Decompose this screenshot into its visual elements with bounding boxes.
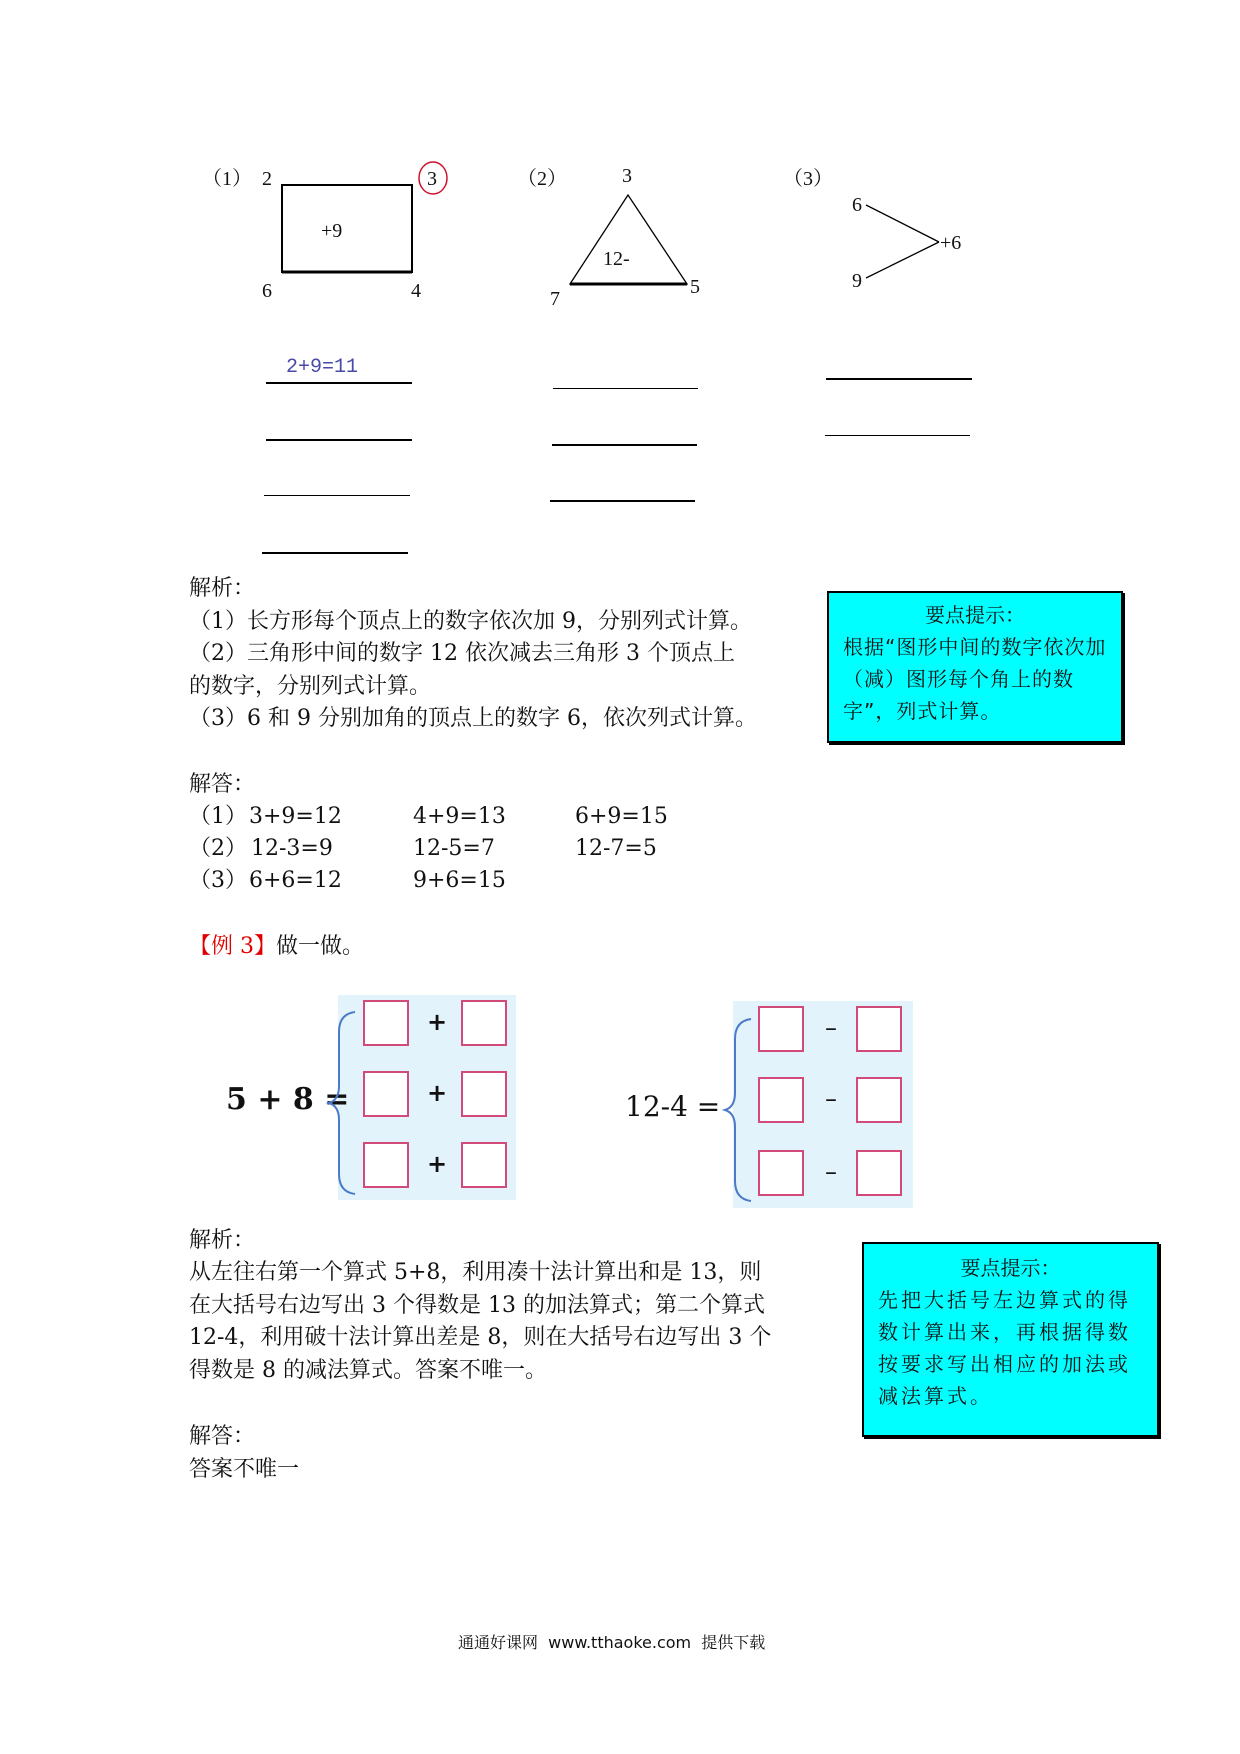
analysis-line: 从左往右第一个算式 5+8，利用凑十法计算出和是 13，则 bbox=[189, 1260, 762, 1285]
blank-1-1[interactable] bbox=[266, 382, 412, 384]
blank-1-3[interactable] bbox=[264, 495, 410, 496]
answer-item: 4+9=13 bbox=[413, 804, 506, 829]
answer-item: 12-3=9 bbox=[251, 836, 333, 861]
analysis-line: 12-4，利用破十法计算出差是 8，则在大括号右边写出 3 个 bbox=[189, 1325, 772, 1350]
triangle-bottom-left: 7 bbox=[550, 288, 560, 310]
example-tag: 【例 3】 bbox=[189, 934, 276, 959]
example-title: 做一做。 bbox=[276, 934, 365, 959]
answer-row-label: （2） bbox=[189, 836, 247, 861]
blank-2-3[interactable] bbox=[550, 500, 695, 502]
answer-row-label: （1） bbox=[189, 804, 247, 829]
answer-box[interactable] bbox=[856, 1006, 902, 1052]
right-brace-icon bbox=[721, 1015, 757, 1205]
answer-box[interactable] bbox=[758, 1077, 804, 1123]
figure-3-label: （3） bbox=[783, 168, 833, 190]
analysis-title: 解析： bbox=[189, 576, 256, 601]
angle-end-top: 6 bbox=[852, 194, 862, 216]
analysis-line: 得数是 8 的减法算式。答案不唯一。 bbox=[189, 1358, 547, 1383]
hint-box-1 bbox=[827, 591, 1123, 743]
hint-text: 根据“图形中间的数字依次加（减）图形每个角上的数字”，列式计算。 bbox=[843, 635, 1107, 723]
blank-1-4[interactable] bbox=[262, 552, 408, 554]
triangle-top: 3 bbox=[622, 165, 632, 187]
hint-box-2 bbox=[862, 1242, 1159, 1437]
rectangle-center: +9 bbox=[321, 220, 343, 242]
plus-sign: + bbox=[426, 1150, 448, 1178]
answer-box[interactable] bbox=[856, 1077, 902, 1123]
plus-sign: + bbox=[426, 1008, 448, 1036]
answer-box[interactable] bbox=[758, 1150, 804, 1196]
figure-2-label: （2） bbox=[517, 168, 567, 190]
analysis-line: （2）三角形中间的数字 12 依次减去三角形 3 个顶点上 bbox=[189, 641, 735, 666]
answer-item: 9+6=15 bbox=[413, 868, 506, 893]
analysis-line: （3）6 和 9 分别加角的顶点上的数字 6，依次列式计算。 bbox=[189, 706, 757, 731]
corner-bottom-right: 4 bbox=[411, 280, 421, 302]
blank-2-1[interactable] bbox=[553, 388, 698, 389]
triangle-bottom-right: 5 bbox=[690, 276, 700, 298]
right-expression: 12-4 = bbox=[625, 1090, 721, 1123]
answer-box[interactable] bbox=[461, 1071, 507, 1117]
answer-box[interactable] bbox=[758, 1006, 804, 1052]
left-brace-icon bbox=[325, 1008, 361, 1198]
answer-item: 6+9=15 bbox=[575, 804, 668, 829]
answer-row-label: （3） bbox=[189, 868, 247, 893]
minus-sign: – bbox=[825, 1085, 837, 1113]
answer-item: 6+6=12 bbox=[249, 868, 342, 893]
analysis-line: 在大括号右边写出 3 个得数是 13 的加法算式；第二个算式 bbox=[189, 1293, 765, 1318]
blank-3-1[interactable] bbox=[826, 378, 972, 380]
minus-sign: – bbox=[825, 1014, 837, 1042]
answer-box[interactable] bbox=[363, 1071, 409, 1117]
left-expression: 5 + 8 = bbox=[226, 1082, 350, 1117]
answer-text: 答案不唯一 bbox=[189, 1457, 300, 1482]
footer-text: 通通好课网 www.tthaoke.com 提供下载 bbox=[458, 1633, 766, 1652]
answer-item: 12-7=5 bbox=[575, 836, 657, 861]
hint-text: 先把大括号左边算式的得数计算出来，再根据得数按要求写出相应的加法或减法算式。 bbox=[878, 1288, 1131, 1408]
angle-vertex: +6 bbox=[940, 232, 962, 254]
answer-box[interactable] bbox=[856, 1150, 902, 1196]
blank-3-2[interactable] bbox=[825, 435, 970, 436]
minus-sign: – bbox=[825, 1158, 837, 1186]
answer-item: 12-5=7 bbox=[413, 836, 495, 861]
answer-box[interactable] bbox=[363, 1000, 409, 1046]
answer-box[interactable] bbox=[461, 1000, 507, 1046]
answer-box[interactable] bbox=[461, 1142, 507, 1188]
angle-shape bbox=[0, 0, 1240, 320]
answer-title: 解答： bbox=[189, 772, 256, 797]
hint-title: 要点提示： bbox=[960, 1256, 1061, 1280]
blank-2-2[interactable] bbox=[552, 444, 697, 446]
analysis-line: （1）长方形每个顶点上的数字依次加 9，分别列式计算。 bbox=[189, 609, 752, 634]
corner-top-right-circled: 3 bbox=[427, 168, 437, 190]
example-3-heading bbox=[189, 934, 364, 960]
corner-top-left: 2 bbox=[262, 168, 272, 190]
answer-box[interactable] bbox=[363, 1142, 409, 1188]
plus-sign: + bbox=[426, 1079, 448, 1107]
corner-bottom-left: 6 bbox=[262, 280, 272, 302]
triangle-center: 12- bbox=[603, 248, 630, 270]
answer-item: 3+9=12 bbox=[249, 804, 342, 829]
example-answer: 2+9=11 bbox=[286, 356, 359, 379]
blank-1-2[interactable] bbox=[266, 439, 412, 441]
answer-title: 解答： bbox=[189, 1424, 256, 1449]
hint-title: 要点提示： bbox=[925, 603, 1025, 627]
angle-end-bottom: 9 bbox=[852, 270, 862, 292]
figure-1-label: （1） bbox=[202, 168, 252, 190]
analysis-title: 解析： bbox=[189, 1228, 256, 1253]
analysis-line: 的数字，分别列式计算。 bbox=[189, 674, 432, 699]
